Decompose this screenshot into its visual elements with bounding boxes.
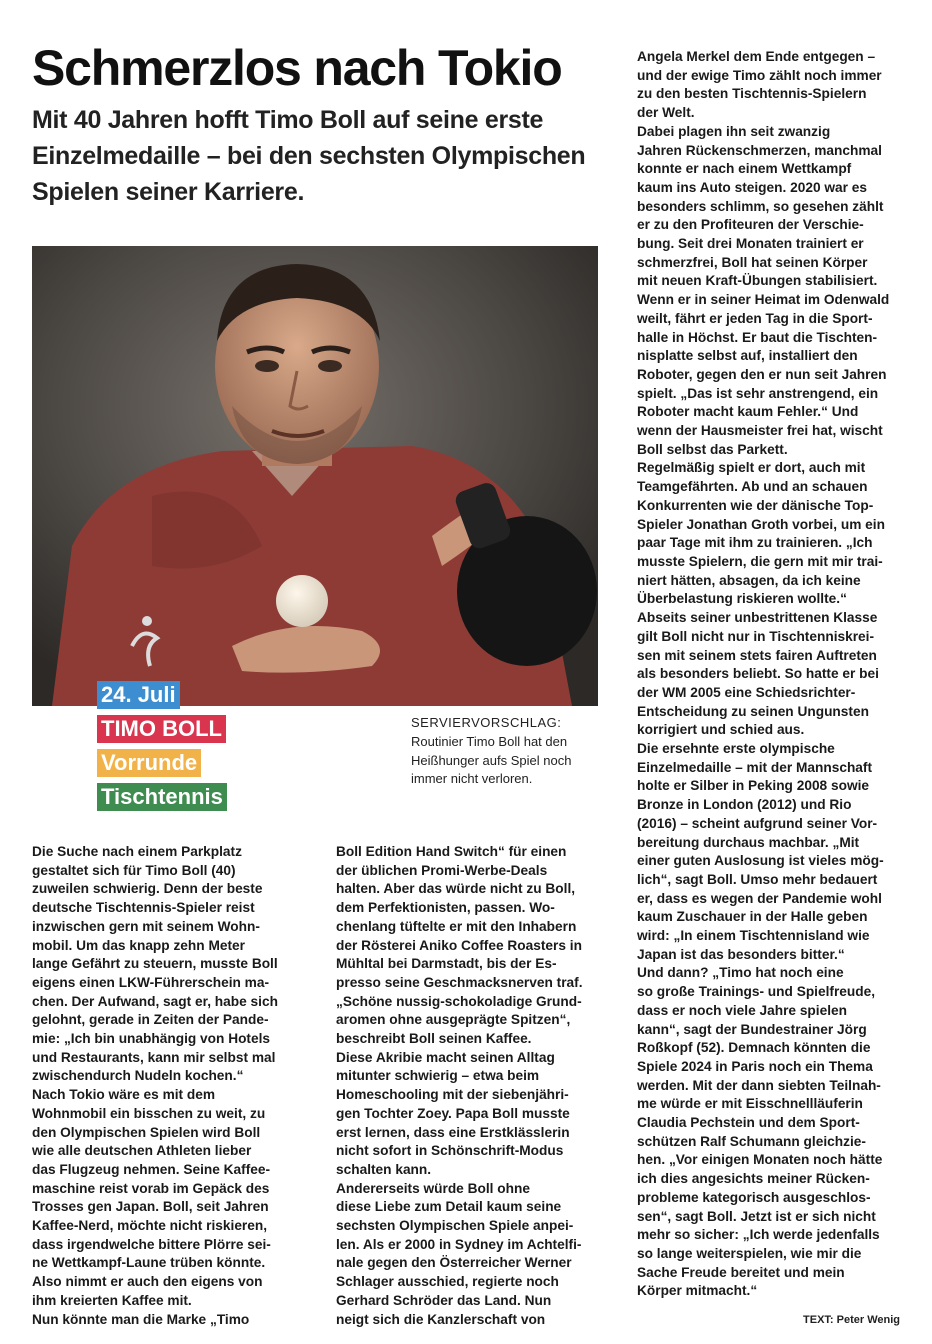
tag-round: Vorrunde: [97, 749, 201, 777]
tag-sport: Tischtennis: [97, 783, 227, 811]
article-photo: [32, 246, 598, 706]
article-title: Schmerzlos nach Tokio: [32, 40, 562, 96]
tag-athlete: TIMO BOLL: [97, 715, 226, 743]
article-column-1: Die Suche nach einem Parkplatz gestaltet sich für Timo Boll (40) zuweilen schwierig. Denn der beste deutsche Tischtennis-Spieler reist inzwischen gern mit seinem Wohn- mobil. Um das knapp zehn Meter lange Gefährt zu steuern, musste Boll eigens einen LKW-Führerschein ma- chen. Der Aufwand, sagt er, habe sich gelohnt, gerade in Zeiten der Pande- mie: „Ich bin unabhängig von Hotels und Restaurants, kann mir selbst mal zwischendurch Nudeln kochen.“ Nach Tokio wäre es mit dem Wohnmobil ein bisschen zu weit, zu den Olympischen Spielen wird Boll wie alle deutschen Athleten lieber das Flugzeug nehmen. Seine Kaffee- maschine reist vorab im Gepäck des Trosses gen Japan. Boll, seit Jahren Kaffee-Nerd, möchte nicht riskieren, dass irgendwelche bittere Plörre sei- ne Wettkampf-Laune trüben könnte. Also nimmt er auch den eigens von ihm kreierten Kaffee mit. Nun könnte man die Marke „Timo: [32, 844, 278, 1327]
article-column-2: Boll Edition Hand Switch“ für einen der üblichen Promi-Werbe-Deals halten. Aber das würde nicht zu Boll, dem Perfektionisten, passen. Wo- chenlang tüftelte er mit den Inhabern der Rösterei Aniko Coffee Roasters in Mühltal bei Darmstadt, bis der Es- presso seine Geschmacksnerven traf. „Schöne nussig-schokoladige Grund- aromen ohne ausgeprägte Spitzen“, beschreibt Boll seinen Kaffee. Diese Akribie macht seinen Alltag mitunter schwierig – etwa beim Homeschooling mit der siebenjähri- gen Tochter Zoey. Papa Boll musste erst lernen, dass eine Erstklässlerin nicht sofort in Schönschrift-Modus schalten kann. Andererseits würde Boll ohne diese Liebe zum Detail kaum seine sechsten Olympischen Spiele anpei- len. Als er 2000 in Sydney im Achtelfi- nale gegen den Österreicher Werner Schlager ausschied, regierte noch Gerhard Schröder das Land. Nun neigt sich die Kanzlerschaft von: [336, 844, 583, 1327]
caption-heading: SERVIERVORSCHLAG:: [411, 715, 562, 730]
article-subtitle: Mit 40 Jahren hofft Timo Boll auf seine erste Einzelmedaille – bei den sechsten Olympischen Spielen seiner Karriere.: [32, 106, 586, 206]
tag-date: 24. Juli: [97, 681, 180, 709]
article-column-3: Angela Merkel dem Ende entgegen – und der ewige Timo zählt noch immer zu den besten Tischtennis-Spielern der Welt. Dabei plagen ihn seit zwanzig Jahren Rückenschmerzen, manchmal konnte er nach einem Wettkampf kaum ins Auto steigen. 2020 war es besonders schlimm, so gesehen zählt er zu den Profiteuren der Verschie- bung. Seit drei Monaten trainiert er schmerzfrei, Boll hat seinen Körper mit neuen Kraft-Übungen stabilisiert. Wenn er in seiner Heimat im Odenwald weilt, fährt er jeden Tag in die Sport- halle in Höchst. Er baut die Tischten- nisplatte selbst auf, installiert den Roboter, gegen den er nun seit Jahren spielt. „Das ist sehr anstrengend, ein Roboter macht kaum Fehler.“ Und wenn der Hausmeister frei hat, wischt Boll selbst das Parkett. Regelmäßig spielt er dort, auch mit Teamgefährten. Ab und an schauen Konkurrenten wie der dänische Top- Spieler Jonathan Groth vorbei, um ein paar Tage mit ihm zu trainieren. „Ich musste Spielern, die gern mit mir trai- niert hätten, absagen, da ich keine Überbelastung riskieren wollte.“ Abseits seiner unbestrittenen Klasse gilt Boll nicht nur in Tischtenniskrei- sen mit seinem stets fairen Auftreten als besonders beliebt. So hatte er bei der WM 2005 eine Schiedsrichter- Entscheidung zu seinen Ungunsten korrigiert und schied aus. Die ersehnte erste olympische Einzelmedaille – mit der Mannschaft holte er Silber in Peking 2008 sowie Bronze in London (2012) und Rio (2016) – scheint aufgrund seiner Vor- bereitung durchaus machbar. „Mit einer guten Auslosung ist vieles mög- lich“, sagt Boll. Umso mehr bedauert er, dass es wegen der Pandemie wohl kaum Zuschauer in der Halle geben wird: „In einem Tischtennisland wie Japan ist das besonders bitter.“ Und dann? „Timo hat noch eine so große Trainings- und Spielfreude, dass er noch viele Jahre spielen kann“, sagt der Bundestrainer Jörg Roßkopf (52). Demnach könnten die Spiele 2024 in Paris noch ein Thema werden. Mit der dann siebten Teilnah- me würde er mit Eisschnellläuferin Claudia Pechstein und dem Sport- schützen Ralf Schumann gleichzie- hen. „Vor einigen Monaten noch hätte ich dies angesichts meiner Rücken- probleme kategorisch ausgeschlos- sen“, sagt Boll. Jetzt ist er sich nicht mehr so sicher: „Ich werde jedenfalls so lange weiterspielen, wie mir die Sache Freude bereitet und mein Körper mitmacht.“: [637, 49, 890, 1299]
caption-text: Routinier Timo Boll hat den Heißhunger aufs Spiel noch immer nicht verloren.: [411, 734, 572, 786]
author-credit: TEXT: Peter Wenig: [803, 1314, 900, 1326]
photo-illustration: [32, 246, 598, 706]
